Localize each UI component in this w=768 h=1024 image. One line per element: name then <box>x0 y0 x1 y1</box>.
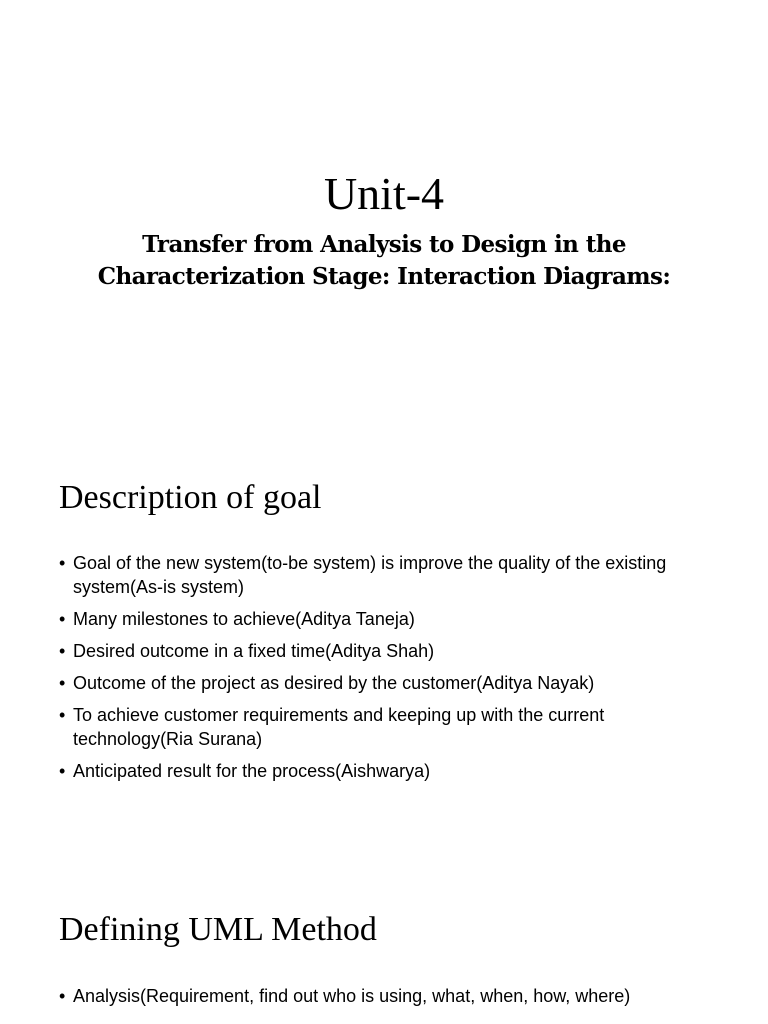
unit-title: Unit-4 <box>323 168 445 219</box>
goal-heading: Description of goal <box>59 479 322 516</box>
title-slide <box>0 0 768 432</box>
list-item: • Analysis(Requirement, find out who is using, what, when, how, where) <box>59 984 719 1008</box>
list-item: • Anticipated result for the process(Aishwarya) <box>59 759 719 783</box>
list-item: • To achieve customer requirements and keeping up with the current technology(Ria Surana) <box>59 703 719 751</box>
unit-subtitle: Transfer from Analysis to Design in the Characterization Stage: Interaction Diagrams: <box>97 231 671 290</box>
uml-heading: Defining UML Method <box>59 911 377 948</box>
list-item: • Goal of the new system(to-be system) is improve the quality of the existing system(As-is system) <box>59 551 719 599</box>
list-item: • Outcome of the project as desired by the customer(Aditya Nayak) <box>59 671 719 695</box>
list-item: • Desired outcome in a fixed time(Aditya Shah) <box>59 639 719 663</box>
list-item: • Many milestones to achieve(Aditya Taneja) <box>59 607 719 631</box>
goal-bullet-list <box>59 551 719 791</box>
uml-bullet-list <box>59 984 719 1016</box>
